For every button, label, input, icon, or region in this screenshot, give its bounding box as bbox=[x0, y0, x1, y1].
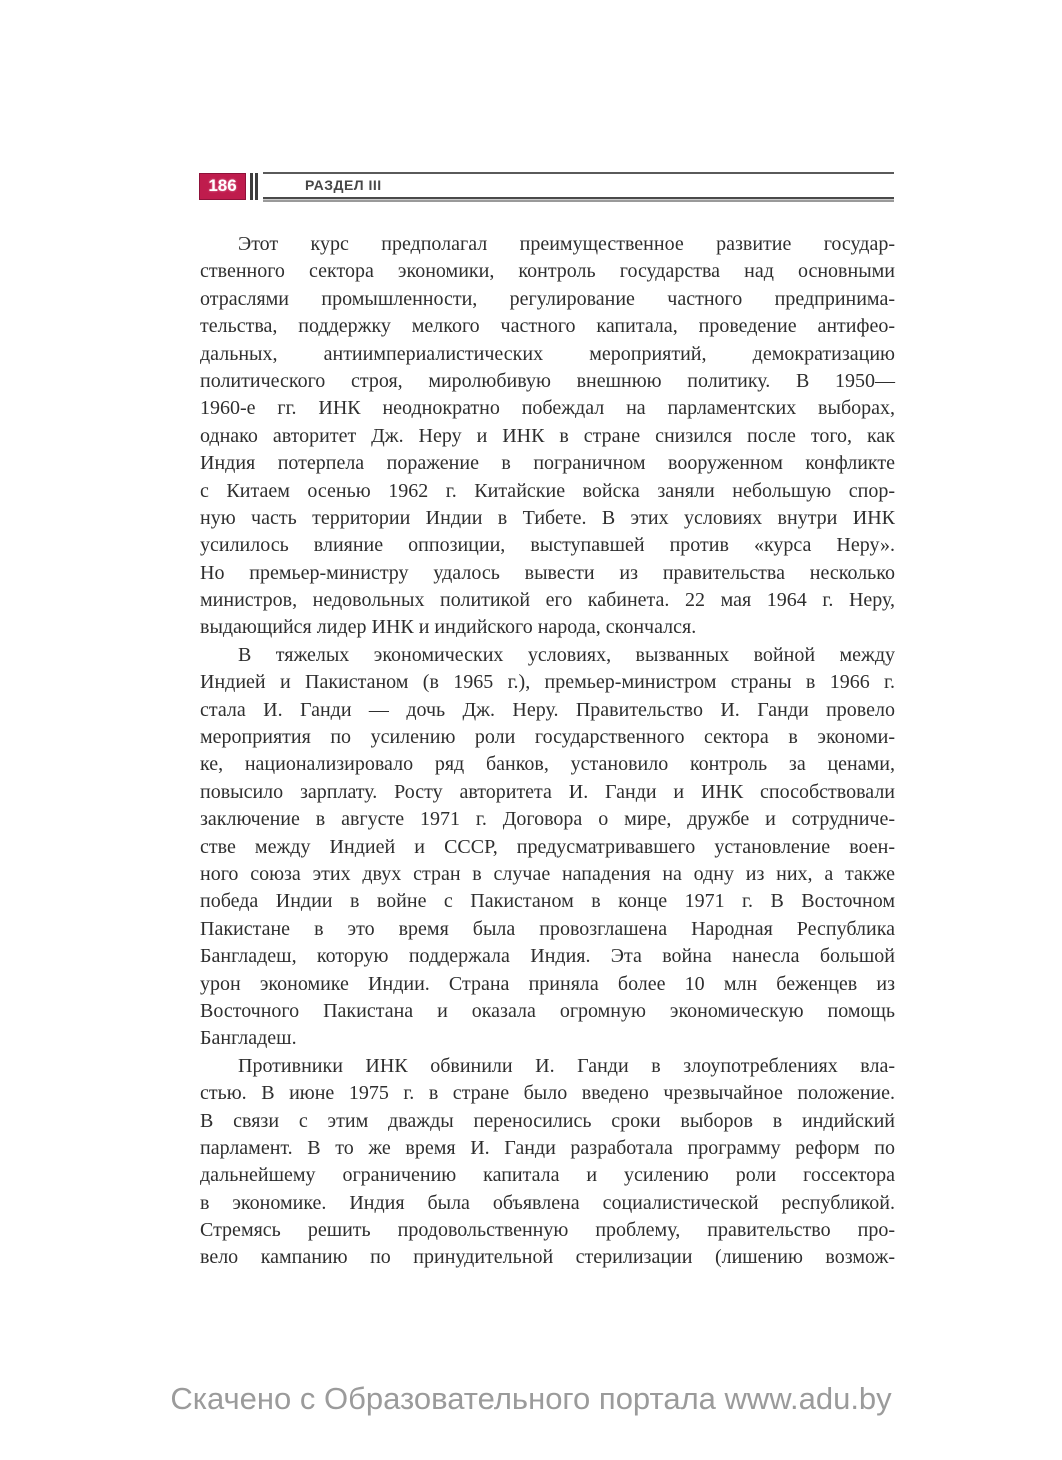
text-line: Противники ИНК обвинили И. Ганди в злоупотреблениях вла- bbox=[238, 1054, 895, 1077]
text-line: Индия потерпела поражение в пограничном вооруженном конфликте bbox=[200, 452, 895, 475]
text-line: 1960-е гг. ИНК неоднократно побеждал на парламентских выборах, bbox=[200, 397, 895, 420]
text-line: стью. В июне 1975 г. в стране было введено чрезвычайное положение. bbox=[200, 1082, 895, 1105]
double-bar-icon bbox=[250, 173, 259, 200]
text-line: Стремясь решить продовольственную проблему, правительство про- bbox=[200, 1219, 895, 1242]
bar-icon bbox=[250, 173, 253, 200]
text-line: вело кампанию по принудительной стерилизации (лишению возмож- bbox=[200, 1246, 895, 1269]
text-line: Бангладеш, которую поддержала Индия. Эта война нанесла большой bbox=[200, 945, 895, 968]
text-line: мероприятия по усилению роли государственного сектора в экономи- bbox=[200, 726, 895, 749]
text-line: Индией и Пакистаном (в 1965 г.), премьер-министром страны в 1966 г. bbox=[200, 671, 895, 694]
text-line: однако авторитет Дж. Неру и ИНК в стране снизился после того, как bbox=[200, 424, 895, 447]
text-line: стве между Индией и СССР, предусматривавшего установление воен- bbox=[200, 835, 895, 858]
text-line: урон экономике Индии. Страна приняла более 10 млн беженцев из bbox=[200, 972, 895, 995]
text-line: В тяжелых экономических условиях, вызванных войной между bbox=[238, 643, 895, 666]
text-line: победа Индии в войне с Пакистаном в конце 1971 г. В Восточном bbox=[200, 890, 895, 913]
page-number-badge: 186 bbox=[199, 173, 246, 200]
paragraph bbox=[200, 642, 895, 1053]
text-line: с Китаем осенью 1962 г. Китайские войска заняли небольшую спор- bbox=[200, 479, 895, 502]
watermark: Скачено с Образовательного портала www.adu.by bbox=[170, 1381, 892, 1416]
text-line: В связи с этим дважды переносились сроки выборов в индийский bbox=[200, 1109, 895, 1132]
text-line: политического строя, миролюбивую внешнюю политику. В 1950— bbox=[200, 369, 895, 392]
text-line: заключение в августе 1971 г. Договора о мире, дружбе и сотрудниче- bbox=[200, 808, 895, 831]
section-label: РАЗДЕЛ III bbox=[305, 177, 382, 193]
text-line: отраслями промышленности, регулирование частного предпринима- bbox=[200, 287, 895, 310]
page-header bbox=[199, 170, 894, 204]
text-line: в экономике. Индия была объявлена социалистической республикой. bbox=[200, 1191, 895, 1214]
text-line: стала И. Ганди — дочь Дж. Неру. Правительство И. Ганди провело bbox=[200, 698, 895, 721]
text-line: парламент. В то же время И. Ганди разработала программу реформ по bbox=[200, 1136, 895, 1159]
text-line: ке, национализировало ряд банков, установило контроль за ценами, bbox=[200, 753, 895, 776]
text-line: ную часть территории Индии в Тибете. В этих условиях внутри ИНК bbox=[200, 506, 895, 529]
text-line: повысило зарплату. Росту авторитета И. Ганди и ИНК способствовали bbox=[200, 780, 895, 803]
text-line: усилилось влияние оппозиции, выступавшей против «курса Неру». bbox=[200, 534, 895, 557]
text-line: Этот курс предполагал преимущественное развитие государ- bbox=[238, 233, 895, 255]
bar-icon bbox=[255, 173, 258, 200]
header-rule-top bbox=[263, 172, 894, 174]
text-line: Восточного Пакистана и оказала огромную экономическую помощь bbox=[200, 999, 895, 1022]
text-line: дальных, антиимпериалистических мероприятий, демократизацию bbox=[200, 342, 895, 365]
text-line: министров, недовольных политикой его кабинета. 22 мая 1964 г. Неру, bbox=[200, 589, 895, 612]
paragraph bbox=[200, 231, 895, 642]
text-line: Но премьер-министру удалось вывести из правительства несколько bbox=[200, 561, 895, 584]
text-line: тельства, поддержку мелкого частного капитала, проведение антифео- bbox=[200, 315, 895, 338]
text-line: Пакистане в это время была провозглашена Народная Республика bbox=[200, 917, 895, 940]
text-line: Бангладеш. bbox=[200, 1027, 297, 1050]
text-line: дальнейшему ограничению капитала и усилению роли госсектора bbox=[200, 1164, 895, 1187]
text-line: выдающийся лидер ИНК и индийского народа, скончался. bbox=[200, 616, 697, 639]
header-rule-bottom bbox=[263, 197, 894, 202]
text-line: ного союза этих двух стран в случае нападения на одну из них, а также bbox=[200, 862, 895, 885]
paragraph bbox=[200, 1053, 895, 1272]
body-text bbox=[200, 231, 895, 1272]
text-line: ственного сектора экономики, контроль государства над основными bbox=[200, 260, 895, 283]
